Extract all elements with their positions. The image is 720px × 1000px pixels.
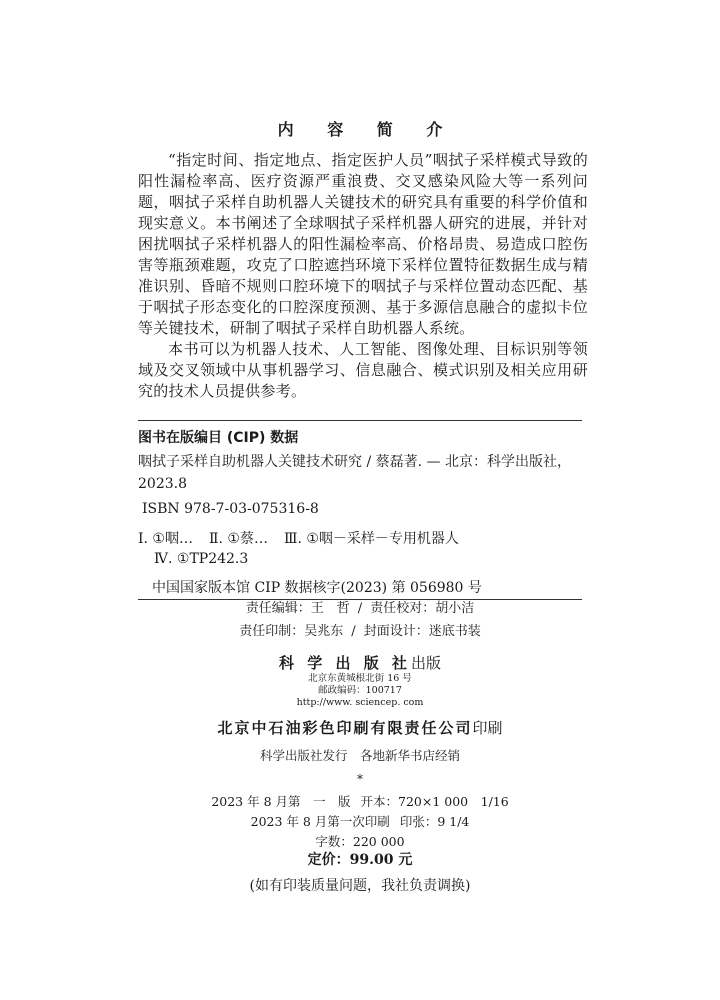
- cip-classification: [138, 529, 582, 569]
- summary-paragraph: “指定时间、指定地点、指定医护人员”咽拭子采样模式导致的阳性漏检率高、医疗资源严重浪费、交叉感染风险大等一系列问题，咽拭子采样自助机器人关键技术的研究具有重要的科学价值和现实意义。本书阐述了全球咽拭子采样机器人研究的进展，并针对困扰咽拭子采样机器人的阳性漏检率高、价格昂贵、易造成口腔伤害等瓶颈难题，攻克了口腔遮挡环境下采样位置特征数据生成与精准识别、昏暗不规则口腔环境下的咽拭子与采样位置动态匹配、基于咽拭子形态变化的口腔深度预测、基于多源信息融合的虚拟卡位等关键技术，研制了咽拭子采样自助机器人系统。: [138, 151, 588, 337]
- publisher-block: [0, 652, 720, 709]
- printer-suffix: 印刷: [472, 719, 503, 737]
- spec-edition: 2023 年 8 月第 一 版: [211, 794, 351, 809]
- credit-proofreader: 责任校对：胡小洁: [370, 601, 475, 616]
- distribution-line: 科学出版社发行 各地新华书店经销: [259, 748, 460, 763]
- summary-paragraph: 本书可以为机器人技术、人工智能、图像处理、目标识别等领域及交叉领域中从事机器学习、信息融合、模式识别及相关应用研究的技术人员提供参考。: [138, 340, 588, 400]
- publisher-name-suffix: 出版: [410, 654, 441, 672]
- summary-body: [138, 150, 588, 402]
- cip-class-4: Ⅳ. ①TP242.3: [154, 551, 249, 567]
- spec-printing: 2023 年 8 月第一次印刷: [250, 814, 390, 829]
- cip-class-1: Ⅰ. ①咽…: [138, 531, 193, 547]
- cip-number: 中国国家版本馆 CIP 数据核字(2023) 第 056980 号: [152, 580, 482, 596]
- printer-line: [0, 717, 720, 738]
- credit-separator: /: [357, 601, 363, 616]
- cip-top-rule: [138, 420, 582, 421]
- specs-block: [0, 792, 720, 852]
- credit-separator: /: [351, 624, 356, 639]
- publisher-address: 北京东黄城根北街 16 号: [308, 673, 412, 684]
- divider-star: *: [357, 772, 363, 786]
- spec-wordcount: 字数：220 000: [315, 834, 405, 849]
- spec-sheets: 印张：9 1/4: [399, 814, 470, 829]
- publisher-name: 科 学 出 版 社: [279, 654, 411, 672]
- credit-printing: 责任印制：吴兆东: [239, 624, 344, 639]
- spec-format: 开本：720×1 000 1/16: [360, 794, 509, 809]
- price: 定价：99.00 元: [307, 852, 413, 868]
- cip-block: [138, 420, 582, 600]
- cip-class-3: Ⅲ. ①咽－采样－专用机器人: [283, 531, 459, 547]
- quality-notice: (如有印装质量问题，我社负责调换): [249, 878, 471, 894]
- cip-class-2: Ⅱ. ①蔡…: [208, 531, 268, 547]
- cip-isbn: ISBN 978-7-03-075316-8: [142, 501, 319, 517]
- credit-cover: 封面设计：迷底书装: [363, 624, 481, 639]
- printer-name: 北京中石油彩色印刷有限责任公司: [217, 719, 473, 737]
- credits: [0, 597, 720, 643]
- cip-entry: 咽拭子采样自助机器人关键技术研究 / 蔡磊著. — 北京：科学出版社，2023.8: [138, 454, 571, 492]
- credit-editor: 责任编辑：王 哲: [245, 601, 350, 616]
- cip-heading: 图书在版编目 (CIP) 数据: [138, 430, 299, 446]
- publisher-postcode: 邮政编码：100717: [318, 685, 402, 696]
- publisher-website: http://www. sciencep. com: [296, 697, 424, 708]
- summary-title: 内 容 简 介: [277, 120, 457, 139]
